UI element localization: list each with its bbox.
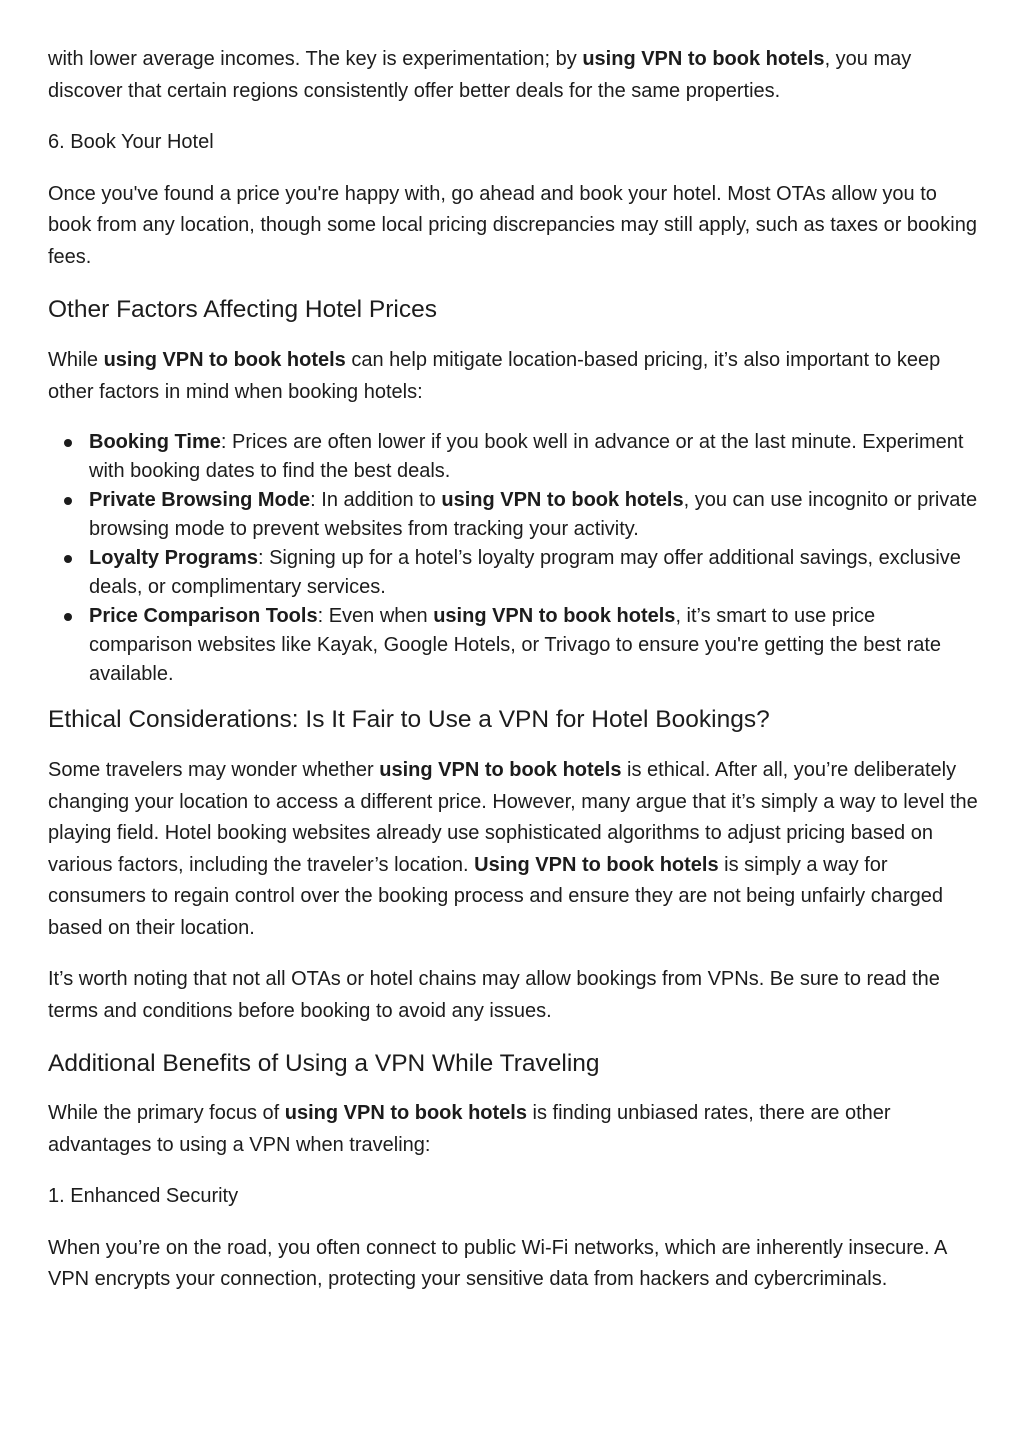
list-item-text: : Prices are often lower if you book well in advance or at the last minute. Experiment with booking dates to find the best deals. (89, 431, 964, 482)
list-item-private-browsing (48, 486, 978, 544)
factors-intro-text-1: While (48, 349, 104, 371)
list-item-text-2: , it’s smart to use price comparison websites like Kayak, Google Hotels, or Trivago to ensure you're getting the best rate available. (89, 605, 942, 685)
ethics-bold-1: using VPN to book hotels (379, 759, 622, 781)
factors-intro-paragraph (48, 345, 978, 408)
ethics-text-1: Some travelers may wonder whether (48, 759, 380, 781)
ethics-paragraph-1 (48, 755, 978, 944)
heading-additional-benefits: Additional Benefits of Using a VPN While Traveling (48, 1050, 600, 1077)
intro-paragraph (48, 44, 978, 107)
ethics-text-3: is simply a way for consumers to regain control over the booking process and ensure they are not being unfairly charged based on their location. (48, 853, 943, 939)
list-item-term: Loyalty Programs (89, 547, 258, 569)
list-item-booking-time (48, 428, 978, 486)
bullet-icon (64, 613, 72, 621)
bullet-icon (64, 497, 72, 505)
list-item-text: : Signing up for a hotel’s loyalty program may offer additional savings, exclusive deals, or complimentary services. (89, 547, 961, 598)
list-item-term: Booking Time (89, 431, 221, 453)
ethics-bold-2: Using VPN to book hotels (474, 853, 719, 876)
ethics-text-2: is ethical. After all, you’re deliberately changing your location to access a different price. However, many argue that it’s simply a way to level the playing field. Hotel booking websites already use sophisticated algorithms to adjust pricing based on various factors, including the traveler’s location. (48, 759, 978, 876)
list-item-bold: using VPN to book hotels (433, 605, 676, 627)
step-6-label: 6. Book Your Hotel (48, 131, 214, 153)
list-item-term: Price Comparison Tools (89, 605, 318, 627)
benefits-intro-text-2: is finding unbiased rates, there are other advantages to using a VPN when traveling: (48, 1102, 891, 1156)
factors-intro-text-2: can help mitigate location-based pricing, it’s also important to keep other factors in mind when booking hotels: (48, 349, 941, 403)
intro-text-2: , you may discover that certain regions consistently offer better deals for the same properties. (48, 48, 912, 102)
list-item-bold: using VPN to book hotels (441, 489, 684, 511)
step-1-body: When you’re on the road, you often connect to public Wi-Fi networks, which are inherently insecure. A VPN encrypts your connection, protecting your sensitive data from hackers and cybercriminals. (48, 1236, 947, 1290)
step-6-body: Once you've found a price you're happy with, go ahead and book your hotel. Most OTAs allow you to book from any location, though some local pricing discrepancies may still apply, such as taxes or booking fees. (48, 182, 977, 268)
benefits-intro-text-1: While the primary focus of (48, 1102, 285, 1124)
list-item-text-1: : Even when (317, 605, 434, 627)
bullet-icon (64, 555, 72, 563)
factors-intro-bold: using VPN to book hotels (103, 349, 346, 371)
bullet-icon (64, 439, 72, 447)
heading-ethical-considerations: Ethical Considerations: Is It Fair to Use a VPN for Hotel Bookings? (48, 706, 770, 733)
document-page (48, 44, 978, 1316)
intro-text-1: with lower average incomes. The key is experimentation; by (48, 48, 583, 70)
list-item-text-1: : In addition to (310, 489, 442, 511)
heading-other-factors: Other Factors Affecting Hotel Prices (48, 296, 437, 323)
factors-list (48, 428, 978, 689)
list-item-text-2: , you can use incognito or private browsing mode to prevent websites from tracking your activity. (89, 489, 978, 540)
intro-bold-keyword: using VPN to book hotels (582, 48, 825, 70)
list-item-price-comparison (48, 602, 978, 689)
benefits-intro-paragraph (48, 1098, 978, 1161)
ethics-paragraph-2: It’s worth noting that not all OTAs or hotel chains may allow bookings from VPNs. Be sure to read the terms and conditions before booking to avoid any issues. (48, 968, 940, 1022)
list-item-loyalty-programs (48, 544, 978, 602)
list-item-term: Private Browsing Mode (89, 489, 311, 511)
benefits-intro-bold: using VPN to book hotels (284, 1102, 527, 1124)
step-1-label: 1. Enhanced Security (48, 1185, 239, 1207)
